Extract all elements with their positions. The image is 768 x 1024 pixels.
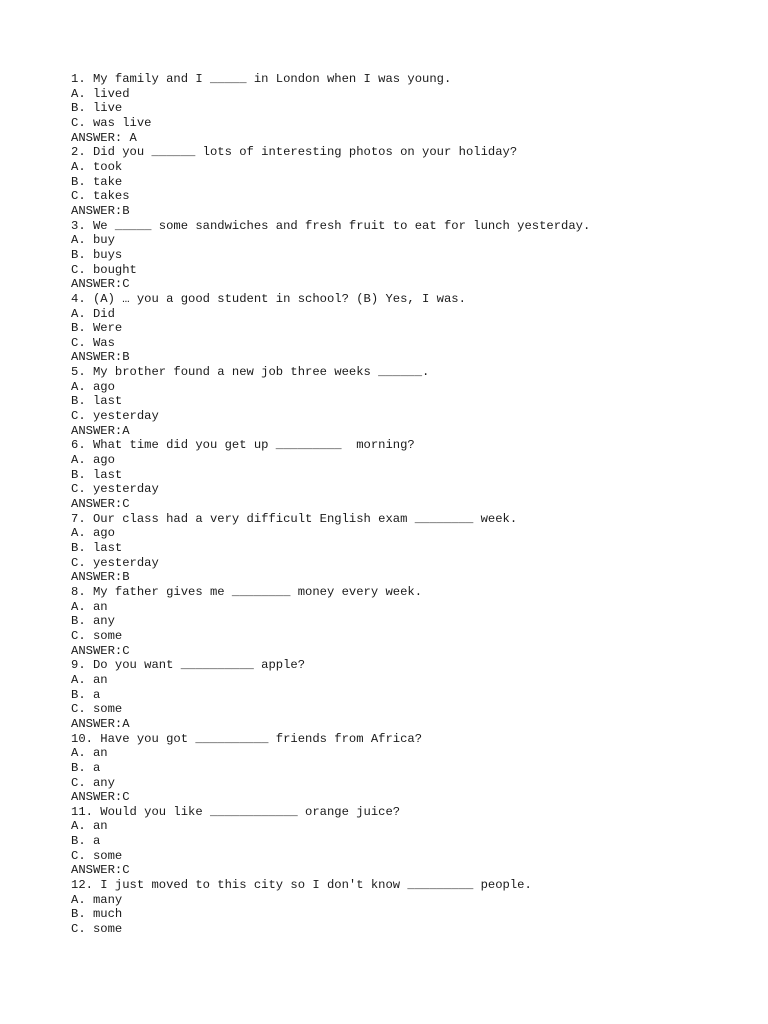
- answer-option: A. an: [71, 746, 108, 761]
- question-text: 1. My family and I _____ in London when I was young.: [71, 72, 452, 86]
- answer-key: ANSWER:B: [71, 203, 130, 218]
- answer-option: B. a: [71, 760, 101, 775]
- answer-option: A. ago: [71, 526, 115, 541]
- question-text: 2. Did you ______ lots of interesting photos on your holiday?: [71, 145, 518, 160]
- answer-option: C. some: [71, 628, 123, 643]
- answer-option: A. many: [71, 892, 123, 907]
- question-block: [71, 585, 751, 658]
- answer-option: A. ago: [71, 379, 115, 394]
- answer-option: A. ago: [71, 453, 115, 468]
- answer-option: A. took: [71, 159, 123, 174]
- answer-option: C. takes: [71, 189, 130, 204]
- answer-option: A. lived: [71, 86, 130, 101]
- answer-option: C. yesterday: [71, 409, 159, 424]
- question-block: [71, 145, 751, 218]
- answer-option: B. a: [71, 687, 101, 702]
- answer-key: ANSWER:C: [71, 277, 130, 292]
- answer-option: C. Was: [71, 335, 115, 350]
- question-text: 12. I just moved to this city so I don't know _________ people.: [71, 878, 532, 893]
- answer-option: C. any: [71, 775, 115, 790]
- answer-option: A. Did: [71, 306, 115, 321]
- question-block: [71, 292, 751, 365]
- question-text: 11. Would you like ____________ orange juice?: [71, 804, 401, 819]
- answer-option: C. bought: [71, 262, 137, 277]
- answer-key: ANSWER:A: [71, 423, 130, 438]
- answer-key: ANSWER:C: [71, 497, 130, 512]
- question-text: 5. My brother found a new job three weeks ______.: [71, 365, 430, 380]
- answer-option: C. some: [71, 922, 123, 937]
- answer-option: C. was live: [71, 115, 152, 130]
- question-block: [71, 219, 751, 292]
- answer-option: A. buy: [71, 233, 115, 248]
- question-text: 10. Have you got __________ friends from Africa?: [71, 731, 423, 746]
- answer-option: B. live: [71, 101, 123, 116]
- answer-key: ANSWER:A: [71, 716, 130, 731]
- question-text: 3. We _____ some sandwiches and fresh fruit to eat for lunch yesterday.: [71, 218, 591, 233]
- answer-option: A. an: [71, 672, 108, 687]
- answer-option: A. an: [71, 599, 108, 614]
- question-text: 8. My father gives me ________ money every week.: [71, 584, 423, 599]
- question-block: [71, 658, 751, 731]
- answer-option: C. some: [71, 848, 123, 863]
- answer-option: B. take: [71, 174, 123, 189]
- answer-key: ANSWER:B: [71, 350, 130, 365]
- answer-option: B. much: [71, 907, 123, 922]
- question-block: [71, 512, 751, 585]
- answer-option: B. a: [71, 834, 101, 849]
- quiz-document: [71, 72, 751, 937]
- answer-key: ANSWER:C: [71, 790, 130, 805]
- answer-option: B. last: [71, 394, 123, 409]
- question-text: 7. Our class had a very difficult English exam ________ week.: [71, 511, 518, 526]
- answer-option: B. Were: [71, 321, 123, 336]
- answer-option: B. any: [71, 614, 115, 629]
- question-block: [71, 732, 751, 805]
- answer-option: B. last: [71, 541, 123, 555]
- question-block: [71, 805, 751, 878]
- answer-option: C. yesterday: [71, 555, 159, 570]
- question-block: [71, 438, 751, 511]
- answer-option: A. an: [71, 819, 108, 834]
- answer-option: C. some: [71, 702, 123, 717]
- answer-option: B. last: [71, 467, 123, 482]
- answer-option: B. buys: [71, 247, 123, 262]
- question-text: 6. What time did you get up _________ morning?: [71, 438, 415, 453]
- answer-key: ANSWER:C: [71, 643, 130, 658]
- answer-key: ANSWER:C: [71, 863, 130, 878]
- question-block: [71, 72, 751, 145]
- question-text: 9. Do you want __________ apple?: [71, 658, 306, 673]
- question-text: 4. (A) … you a good student in school? (B) Yes, I was.: [71, 291, 466, 306]
- answer-key: ANSWER: A: [71, 130, 137, 145]
- answer-key: ANSWER:B: [71, 570, 130, 585]
- answer-option: C. yesterday: [71, 482, 159, 497]
- question-block: [71, 878, 751, 937]
- question-block: [71, 365, 751, 438]
